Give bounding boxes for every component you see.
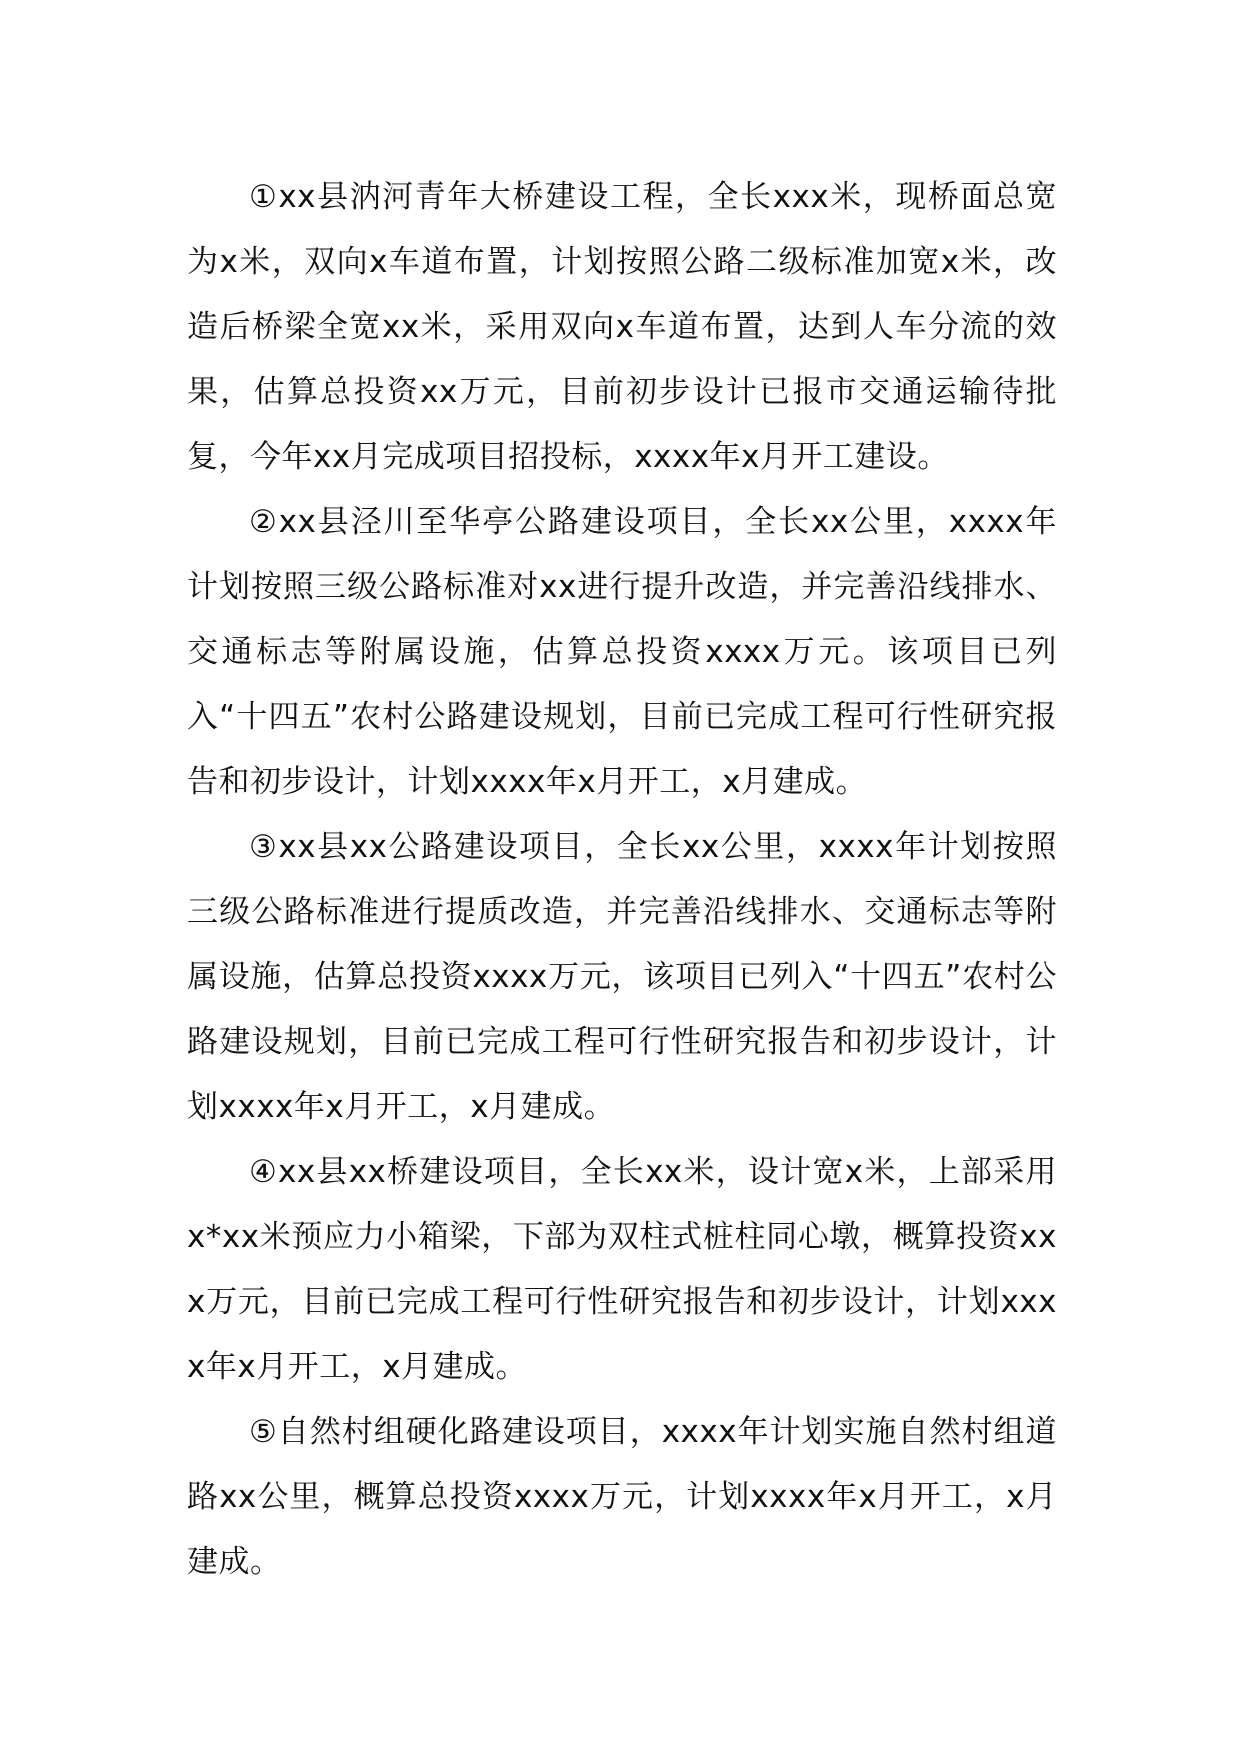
document-body bbox=[187, 165, 1057, 1595]
paragraph-project-2: ②xx县泾川至华亭公路建设项目，全长xx公里，xxxx年计划按照三级公路标准对xx进行提升改造，并完善沿线排水、交通标志等附属设施，估算总投资xxxx万元。该项目已列入“十四五”农村公路建设规划，目前已完成工程可行性研究报告和初步设计，计划xxxx年x月开工，x月建成。 bbox=[187, 504, 1057, 800]
paragraph-project-3: ③xx县xx公路建设项目，全长xx公里，xxxx年计划按照三级公路标准进行提质改造，并完善沿线排水、交通标志等附属设施，估算总投资xxxx万元，该项目已列入“十四五”农村公路建设规划，目前已完成工程可行性研究报告和初步设计，计划xxxx年x月开工，x月建成。 bbox=[187, 829, 1057, 1125]
paragraph-project-5: ⑤自然村组硬化路建设项目，xxxx年计划实施自然村组道路xx公里，概算总投资xxxx万元，计划xxxx年x月开工，x月建成。 bbox=[187, 1414, 1057, 1580]
paragraph-project-4: ④xx县xx桥建设项目，全长xx米，设计宽x米，上部采用x*xx米预应力小箱梁，下部为双柱式桩柱同心墩，概算投资xxx万元，目前已完成工程可行性研究报告和初步设计，计划xxxx年x月开工，x月建成。 bbox=[187, 1154, 1057, 1385]
paragraph-project-1: ①xx县汭河青年大桥建设工程，全长xxx米，现桥面总宽为x米，双向x车道布置，计划按照公路二级标准加宽x米，改造后桥梁全宽xx米，采用双向x车道布置，达到人车分流的效果，估算总投资xx万元，目前初步设计已报市交通运输待批复，今年xx月完成项目招投标，xxxx年x月开工建设。 bbox=[187, 179, 1057, 475]
